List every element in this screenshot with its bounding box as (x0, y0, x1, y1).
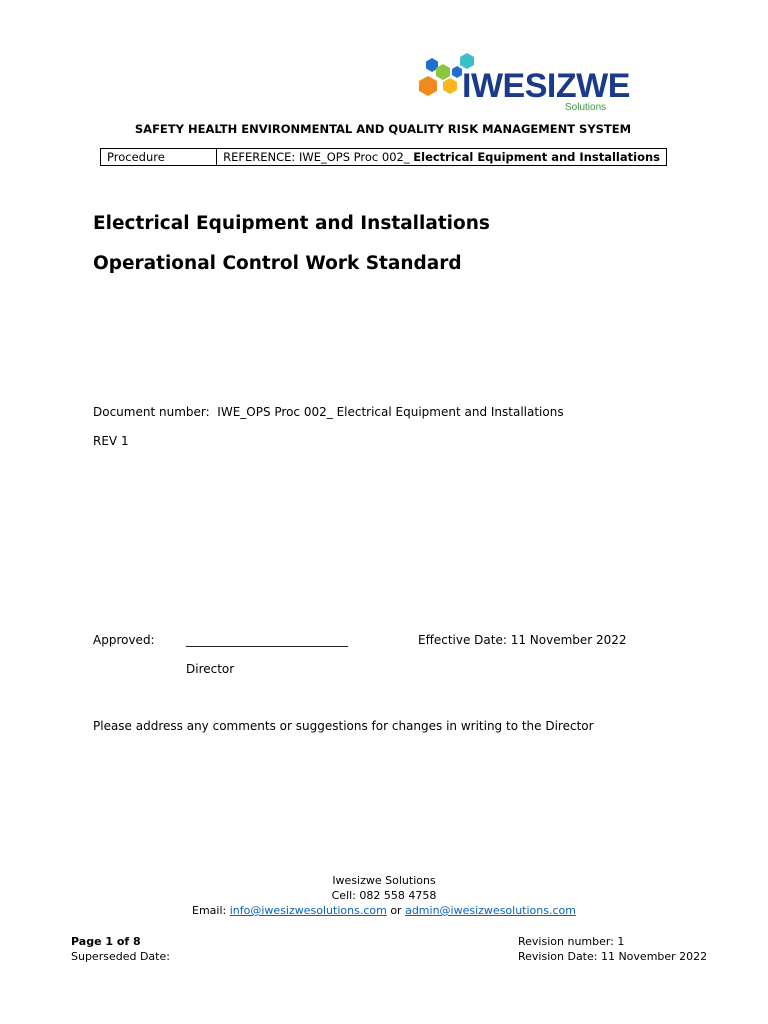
reference-table (100, 148, 667, 166)
footer-email-joiner: or (390, 904, 402, 917)
page-number: Page 1 of 8 (71, 935, 141, 948)
comments-note: Please address any comments or suggestions for changes in writing to the Director (93, 719, 594, 733)
revision-date: Revision Date: 11 November 2022 (518, 950, 708, 963)
procedure-cell: Procedure (101, 149, 217, 166)
system-title: SAFETY HEALTH ENVIRONMENTAL AND QUALITY RISK MANAGEMENT SYSTEM (134, 122, 632, 136)
admin-email-link[interactable]: admin@iwesizwesolutions.com (405, 904, 576, 917)
signature-line: ___________________________ (186, 633, 348, 647)
info-email-link[interactable]: info@iwesizwesolutions.com (229, 904, 387, 917)
revision-number: Revision number: 1 (518, 935, 625, 948)
page-subtitle: Operational Control Work Standard (93, 253, 462, 274)
document-number (93, 404, 564, 420)
footer-email-label: Email: (192, 904, 227, 917)
footer-company: Iwesizwe Solutions (332, 874, 436, 887)
page-title: Electrical Equipment and Installations (93, 213, 490, 234)
footer-email (0, 903, 768, 918)
effective-date: Effective Date: 11 November 2022 (418, 633, 627, 647)
reference-row (101, 149, 667, 166)
approver-role: Director (186, 662, 235, 676)
reference-prefix: REFERENCE: IWE_OPS Proc 002_ (223, 150, 414, 164)
approved-label: Approved: (93, 633, 155, 647)
revision-label: REV 1 (93, 434, 129, 448)
reference-cell (217, 149, 667, 166)
document-number-label: Document number: (93, 405, 210, 419)
superseded-date: Superseded Date: (71, 950, 170, 963)
footer-cell: Cell: 082 558 4758 (331, 889, 437, 902)
reference-title: Electrical Equipment and Installations (413, 150, 660, 164)
logo-wordmark: IWESIZWE (462, 67, 630, 105)
document-number-value: IWE_OPS Proc 002_ Electrical Equipment and Installations (217, 405, 564, 419)
logo-subtext: Solutions (565, 102, 607, 113)
